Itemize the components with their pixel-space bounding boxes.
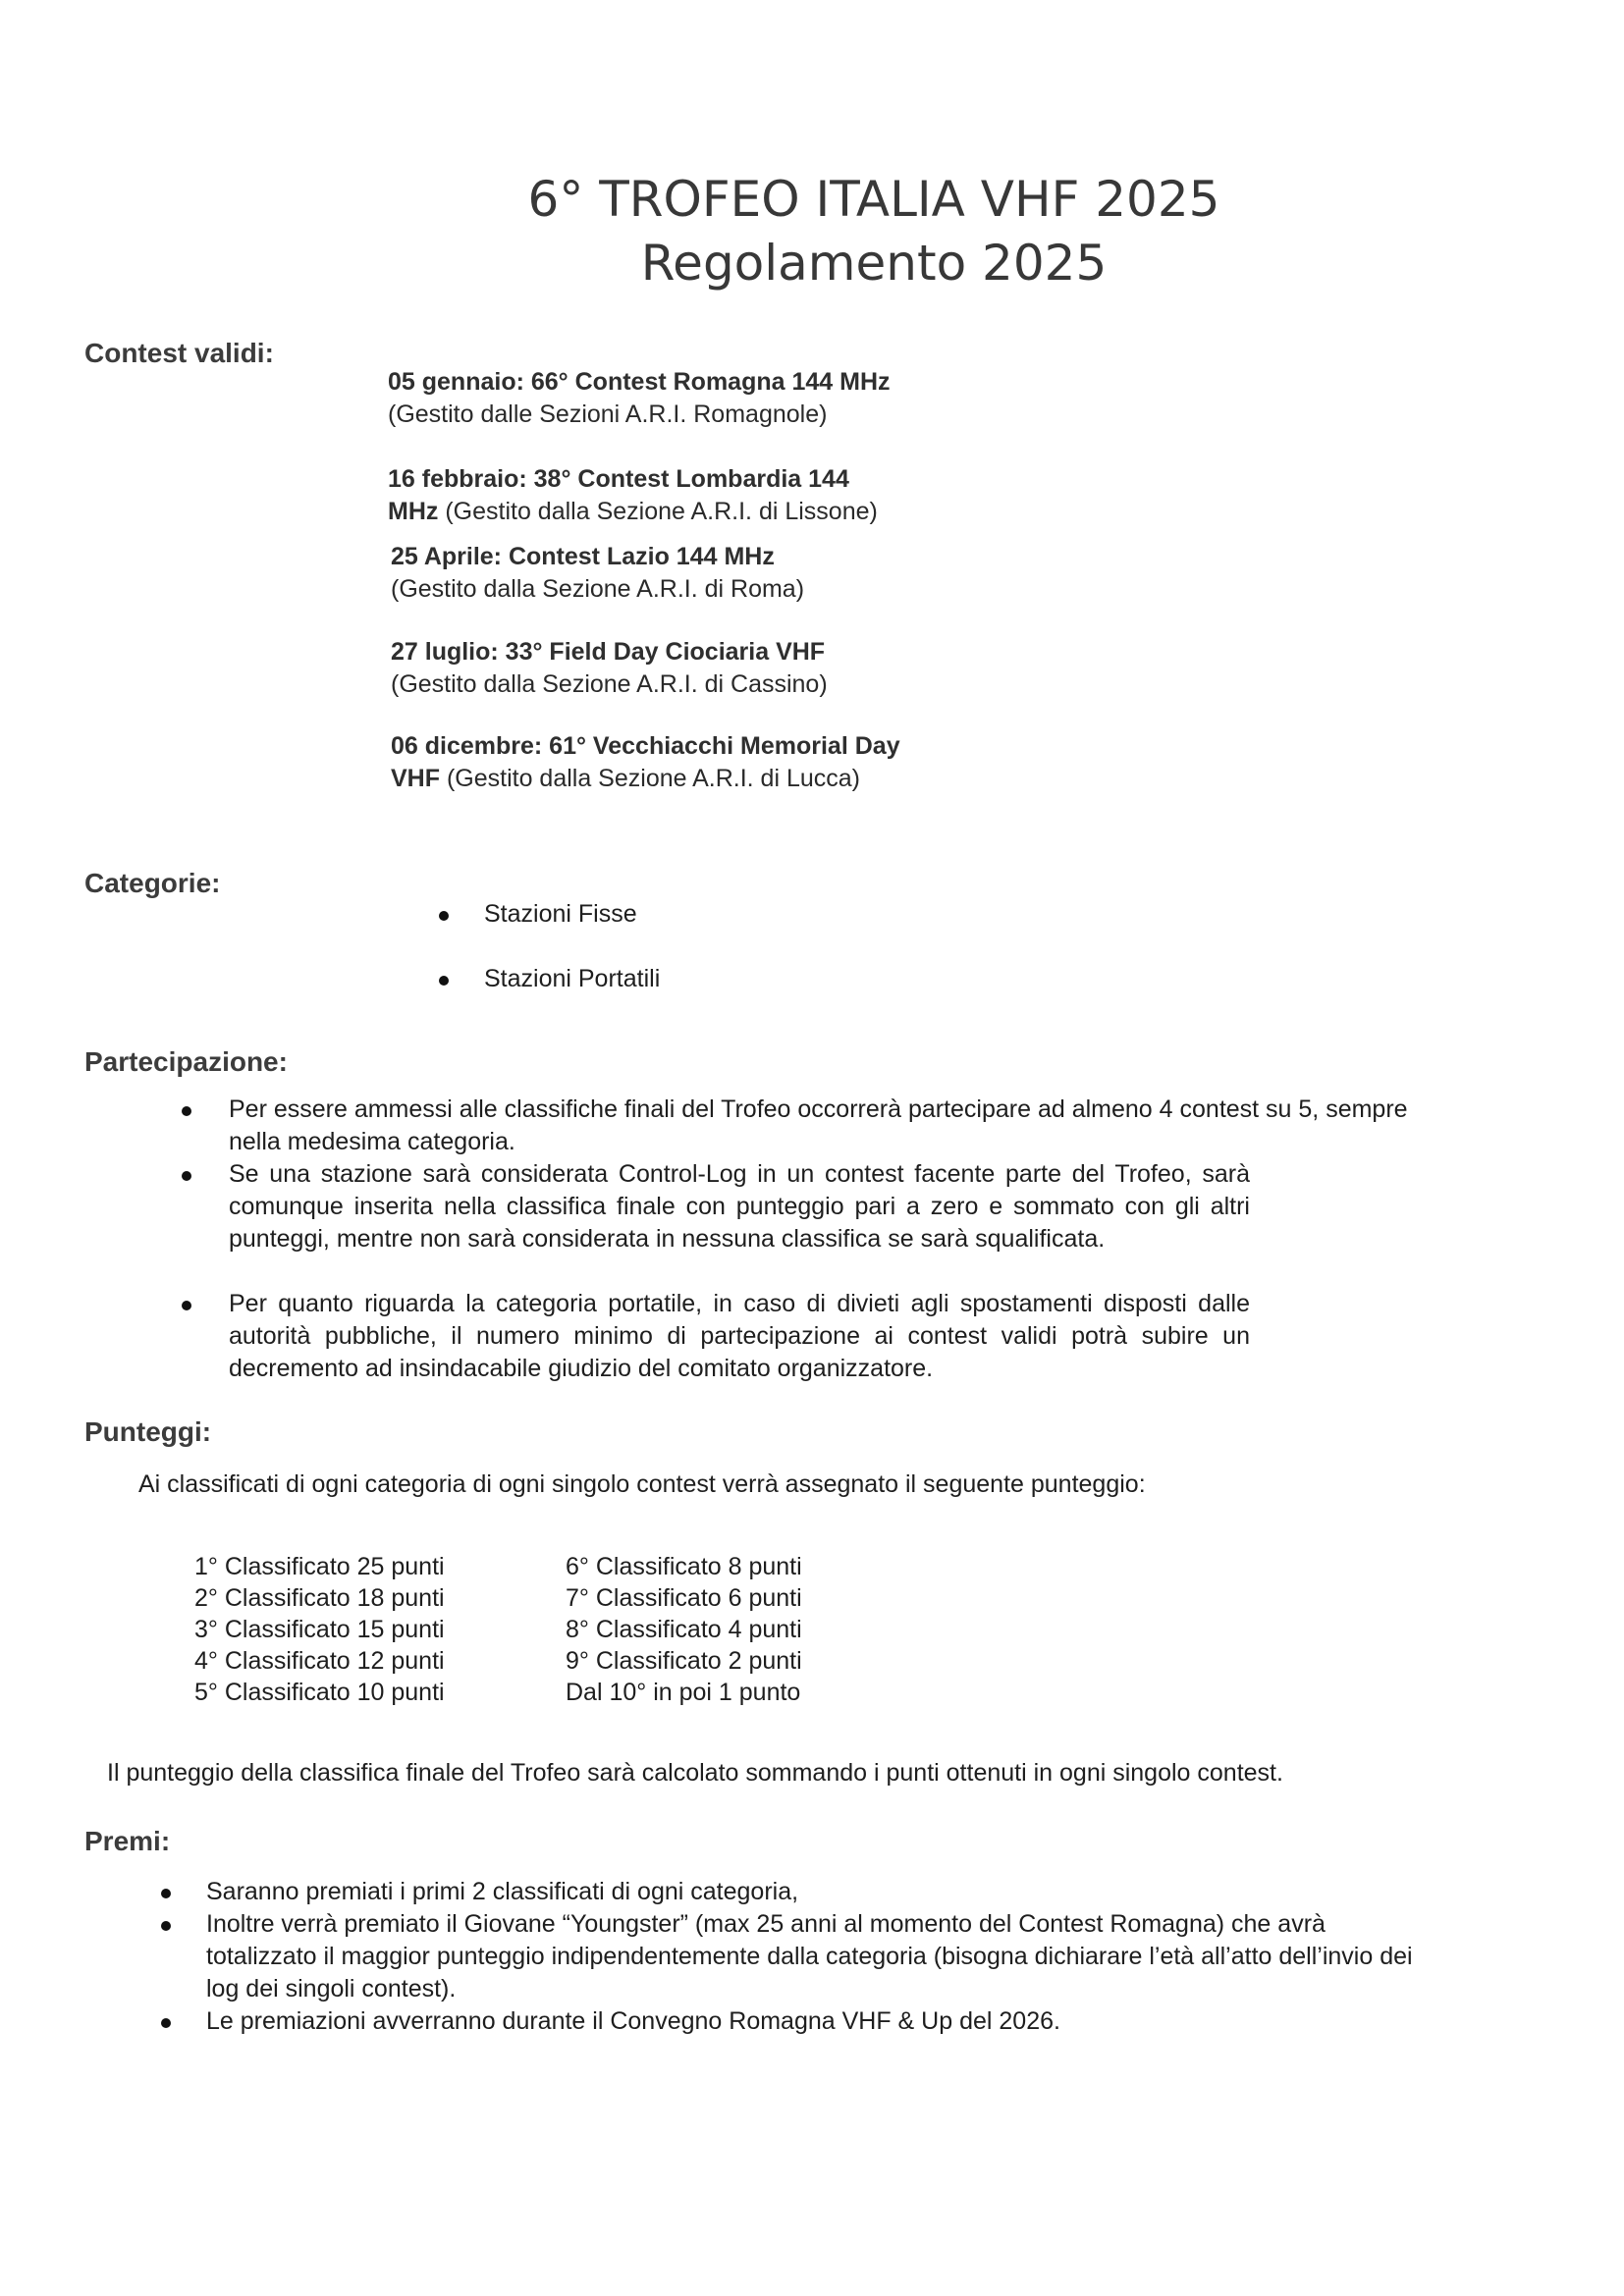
bullet-icon: [439, 976, 449, 986]
list-item: [206, 1908, 1414, 2005]
contest-item: [388, 366, 997, 431]
list-item-text: Inoltre verrà premiato il Giovane “Youngster” (max 25 anni al momento del Contest Romagna) che avrà totalizzato il maggior punteggio indipendentemente dalla categoria (bisogna dichiarare l’età all’atto dell’invio dei log dei singoli contest).: [206, 1910, 1413, 2002]
contest-item-organizer: (Gestito dalle Sezioni A.R.I. Romagnole): [388, 400, 828, 428]
categorie-heading: Categorie:: [84, 868, 221, 898]
list-item: [206, 1876, 1414, 1908]
title-line-2: Regolamento 2025: [640, 235, 1108, 292]
contest-item-title: 16 febbraio: 38° Contest Lombardia 144: [388, 465, 849, 493]
list-item-text: Se una stazione sarà considerata Control-Log in un contest facente parte del Trofeo, sarà comunque inserita nella classifica finale con punteggio pari a zero e sommato con gli altri punteggi, mentre non sarà considerata in nessuna classifica se sarà squalificata.: [229, 1160, 1250, 1253]
contest-item-title: 05 gennaio: 66° Contest Romagna 144 MHz: [388, 368, 891, 396]
contest-validi-heading: Contest validi:: [84, 338, 274, 368]
bullet-icon: [182, 1171, 191, 1181]
contest-item: [391, 730, 1000, 795]
list-item: [484, 963, 660, 995]
contest-item-title-cont: MHz: [388, 498, 439, 525]
list-item-text: Per quanto riguarda la categoria portatile, in caso di divieti agli spostamenti disposti dalle autorità pubbliche, il numero minimo di partecipazione ai contest validi potrà subire un decremento ad insindacabile giudizio del comitato organizzatore.: [229, 1290, 1250, 1382]
list-item-text: Stazioni Fisse: [484, 900, 637, 928]
score-row: Dal 10° in poi 1 punto: [566, 1679, 801, 1706]
score-row: 7° Classificato 6 punti: [566, 1584, 802, 1612]
bullet-icon: [161, 1889, 171, 1898]
contest-item-title: 06 dicembre: 61° Vecchiacchi Memorial Day: [391, 732, 900, 760]
partecipazione-heading: Partecipazione:: [84, 1046, 288, 1077]
score-row: 3° Classificato 15 punti: [194, 1616, 445, 1643]
contest-item: [391, 636, 1000, 701]
punteggi-note: Il punteggio della classifica finale del Trofeo sarà calcolato sommando i punti ottenuti in ogni singolo contest.: [107, 1759, 1283, 1787]
list-item: [484, 898, 637, 931]
contest-item-organizer: (Gestito dalla Sezione A.R.I. di Roma): [391, 575, 805, 603]
list-item: [229, 1288, 1250, 1385]
list-item-text: Le premiazioni avverranno durante il Convegno Romagna VHF & Up del 2026.: [206, 2007, 1060, 2035]
contest-item-title: 25 Aprile: Contest Lazio 144 MHz: [391, 543, 775, 570]
contest-item-title: 27 luglio: 33° Field Day Ciociaria VHF: [391, 638, 826, 666]
score-row: 6° Classificato 8 punti: [566, 1553, 802, 1580]
score-column-1: [194, 1551, 445, 1708]
bullet-icon: [161, 1921, 171, 1931]
title-line-1: 6° TROFEO ITALIA VHF 2025: [527, 171, 1220, 228]
list-item: [229, 1094, 1446, 1158]
contest-item-title-cont: VHF: [391, 765, 440, 792]
bullet-icon: [182, 1301, 191, 1310]
list-item: [206, 2005, 1414, 2038]
list-item-text: Stazioni Portatili: [484, 965, 661, 992]
contest-item: [391, 541, 1000, 606]
score-row: 4° Classificato 12 punti: [194, 1647, 445, 1675]
contest-item-organizer: (Gestito dalla Sezione A.R.I. di Lucca): [440, 765, 860, 792]
punteggi-intro: Ai classificati di ogni categoria di ogni singolo contest verrà assegnato il seguente punteggio:: [138, 1470, 1146, 1498]
list-item-text: Saranno premiati i primi 2 classificati di ogni categoria,: [206, 1878, 799, 1905]
contest-item-organizer: (Gestito dalla Sezione A.R.I. di Cassino): [391, 670, 828, 698]
score-row: 9° Classificato 2 punti: [566, 1647, 802, 1675]
score-row: 5° Classificato 10 punti: [194, 1679, 445, 1706]
score-column-2: [566, 1551, 802, 1708]
score-row: 1° Classificato 25 punti: [194, 1553, 445, 1580]
bullet-icon: [182, 1106, 191, 1116]
bullet-icon: [439, 911, 449, 921]
contest-item-organizer: (Gestito dalla Sezione A.R.I. di Lissone): [438, 498, 878, 525]
score-row: 2° Classificato 18 punti: [194, 1584, 445, 1612]
score-row: 8° Classificato 4 punti: [566, 1616, 802, 1643]
list-item: [229, 1158, 1250, 1255]
punteggi-heading: Punteggi:: [84, 1416, 212, 1447]
premi-heading: Premi:: [84, 1826, 171, 1856]
bullet-icon: [161, 2018, 171, 2028]
list-item-text: Per essere ammessi alle classifiche finali del Trofeo occorrerà partecipare ad almeno 4 contest su 5, sempre nella medesima categoria.: [229, 1095, 1408, 1155]
contest-item: [388, 463, 997, 528]
